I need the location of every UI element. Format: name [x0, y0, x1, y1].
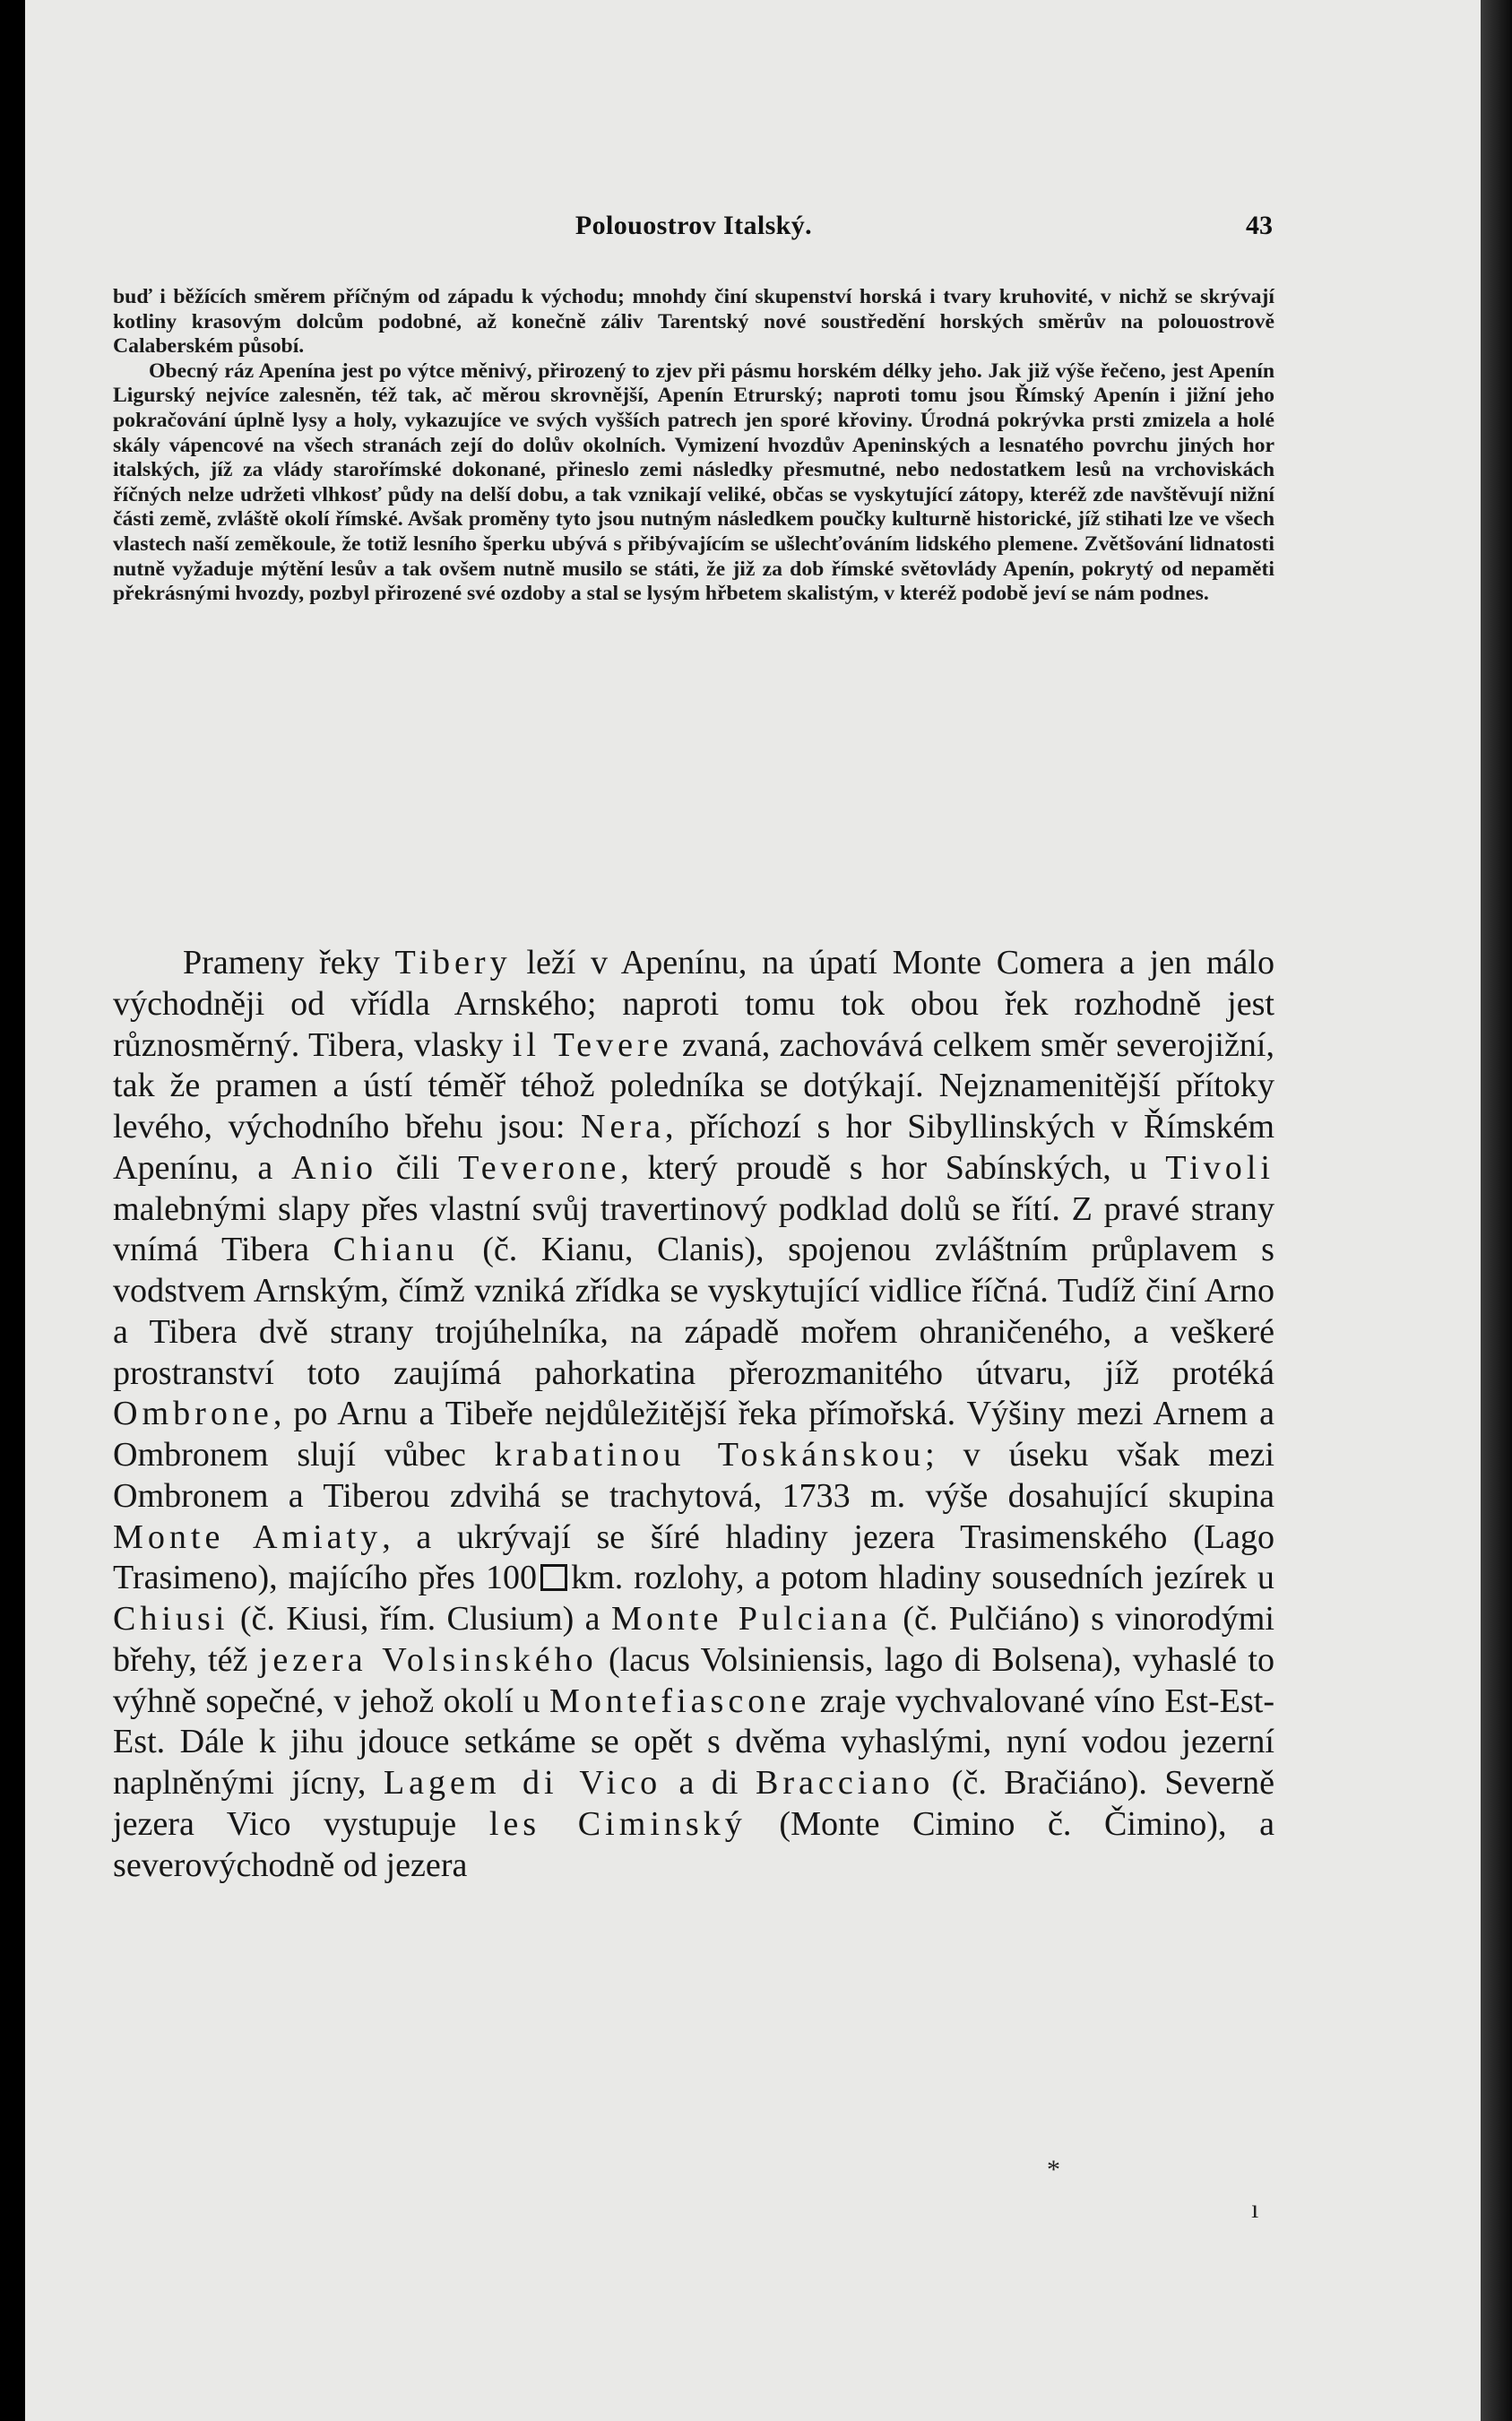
- spaced-name: Bracciano: [755, 1764, 935, 1802]
- running-title: Polouostrov Italský.: [575, 211, 813, 240]
- spaced-name: Monte Pulciana: [610, 1600, 892, 1638]
- spaced-name: Anio: [290, 1148, 378, 1187]
- spaced-name: Tibery: [394, 944, 512, 981]
- small-paragraph: Obecný ráz Apenína jest po výtce měnivý, přirozený to zjev při pásmu horském délky jeho. Jak již výše řečeno, jest Apenín Ligurský nejvíce zalesněn, též tak, ač měrou skrovnější, Apenín Etrurský; naproti tomu jsou Římský Apenín i jižní jeho pokračování úplně lysy a holy, vykazujíce ve svých vyšších patrech jen sporé křoviny. Úrodná pokrývka prsti zmizela a holé skály vápencové na všech stranách zejí do dolův okolních. Vymizení hvozdův Apeninských a lesnatého povrchu jiných hor italských, jíž za vlády starořímské dokonané, přineslo zemi následky přesmutné, nebo nedostatkem lesů na vrchoviskách říčných nelze udržeti vlhkosť půdy na delší dobu, a tak vznikají veliké, občas se vyskytující zátopy, kteréž zde navštěvují nižní části země, zvláště okolí římské. Avšak proměny tyto jsou nutným následkem poučky kulturně historické, jíž stihati lze ve všech vlastech naší zeměkoule, že totiž lesního šperku ubývá s přibývajícím se ušlechťováním lidského plemene. Zvětšování lidnatosti nutně vyžaduje mýtění lesův a tak ovšem nutně musilo se státi, že již za dob římské světovlády Apenín, pokrytý od nepaměti překrásnými hvozdy, pozbyl přirozené své ozdoby a stal se lysým hřbetem skalistým, v kteréž podobě jeví se nám podnes.: [113, 359, 1274, 606]
- spaced-name: Tivoli: [1165, 1148, 1274, 1187]
- spaced-name: Ombrone: [113, 1395, 273, 1433]
- square-unit-icon: [540, 1564, 567, 1591]
- running-header: [115, 208, 1273, 244]
- spaced-name: Lagem di Vico: [383, 1764, 662, 1802]
- spaced-name: krabatinou Toskánskou: [494, 1436, 926, 1474]
- spaced-name: Chianu: [333, 1231, 459, 1269]
- spaced-name: Monte Amiaty: [113, 1517, 383, 1556]
- main-paragraph: Prameny řeky Tibery leží v Apenínu, na úpatí Monte Comera a jen málo východněji od vřídla Arnského; naproti tomu tok obou řek rozhodně jest různosměrný. Tibera, vlasky il Tevere zvaná, zachovává celkem směr severojižní, tak že pramen a ústí téměř téhož poledníka se dotýkají. Nejznamenitější přítoky levého, východního břehu jsou: Nera, příchozí s hor Sibyllinských v Římském Apenínu, a Anio čili Teverone, který proudě s hor Sabínských, u Tivoli malebnými slapy přes vlastní svůj travertinový podklad dolů se řítí. Z pravé strany vnímá Tibera Chianu (č. Kianu, Clanis), spojenou zvláštním průplavem s vodstvem Arnským, čímž vzniká zřídka se vyskytující vidlice říčná. Tudíž činí Arno a Tibera dvě strany trojúhelníka, na západě mořem ohraničeného, a veškeré prostranství toto zaujímá pahorkatina přerozmanitého útvaru, jíž protéká Ombrone, po Arnu a Tibeře nejdůležitější řeka přímořská. Výšiny mezi Arnem a Ombronem slují vůbec krabatinou Toskánskou; v úseku však mezi Ombronem a Tiberou zdvihá se trachytová, 1733 m. výše dosahující skupina Monte Amiaty, a ukrývají se šíré hladiny jezera Trasimenského (Lago Trasimeno), majícího přes 100 km. rozlohy, a potom hladiny sousedních jezírek u Chiusi (č. Kiusi, řím. Clusium) a Monte Pulciana (č. Pulčiáno) s vinorodými břehy, též jezera Volsinského (lacus Volsiniensis, lago di Bolsena), vyhaslé to výhně sopečné, v jehož okolí u Montefiascone zraje vychvalované víno Est-Est-Est. Dále k jihu jdouce setkáme se opět s dvěma vyhaslými, nyní vodou jezerní naplněnými jícny, Lagem di Vico a di Bracciano (č. Bračiáno). Severně jezera Vico vystupuje les Ciminský (Monte Cimino č. Čimino), a severovýchodně od jezera: [113, 944, 1274, 1884]
- spaced-name: Nera: [581, 1108, 665, 1146]
- page-number: 43: [1246, 211, 1273, 240]
- stray-tick-mark: ı: [1251, 2194, 1259, 2224]
- small-paragraph: buď i běžících směrem příčným od západu k východu; mnohdy činí skupenství horská i tvary kruhovité, v nichž se skrývají kotliny krasovým dolcům podobné, až konečně záliv Tarentský nové soustředění horských směrův na polouostrově Calaberském působí.: [113, 285, 1274, 359]
- spaced-name: jezera Volsinského: [258, 1640, 598, 1679]
- book-page: [25, 0, 1481, 2421]
- spaced-name: Montefiascone: [549, 1682, 811, 1720]
- spaced-name: Teverone: [458, 1148, 621, 1187]
- stray-asterisk-mark: *: [1047, 2155, 1060, 2184]
- main-text-block: [113, 943, 1274, 1886]
- small-print-block: [113, 285, 1274, 607]
- spaced-name: les Ciminský: [488, 1804, 747, 1843]
- spaced-name: Chiusi: [113, 1600, 229, 1638]
- spaced-name: il Tevere: [512, 1025, 673, 1064]
- page-edge-shadow: [1481, 0, 1512, 2421]
